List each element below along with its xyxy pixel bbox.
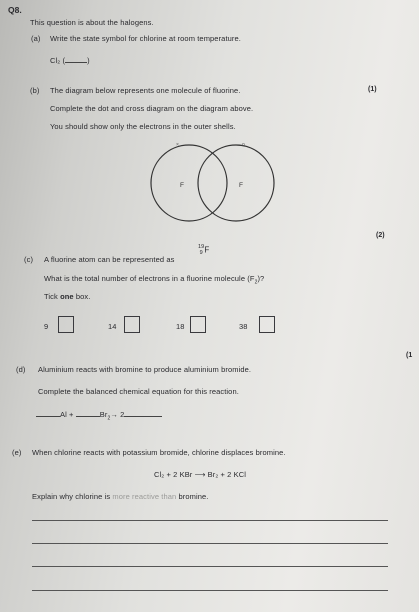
displacement-equation: Cl₂ + 2 KBr ⟶ Br₂ + 2 KCl bbox=[154, 470, 247, 479]
equation-al: Al + bbox=[60, 410, 74, 419]
option-14-checkbox[interactable] bbox=[124, 316, 140, 333]
explain-text: Explain why chlorine is bbox=[32, 492, 113, 501]
part-b-label: (b) bbox=[30, 86, 40, 95]
fluorine-molecule-diagram[interactable] bbox=[140, 136, 280, 256]
part-a-label: (a) bbox=[31, 34, 41, 43]
part-d-label: (d) bbox=[16, 365, 26, 374]
right-atom-symbol: F bbox=[239, 182, 243, 189]
option-18-label: 18 bbox=[176, 322, 185, 331]
answer-suffix: ) bbox=[87, 56, 90, 65]
part-a-answer-line bbox=[50, 56, 90, 65]
option-18-checkbox[interactable] bbox=[190, 316, 206, 333]
part-b-marks-label: (1) bbox=[368, 86, 377, 93]
br-coefficient-input[interactable] bbox=[76, 410, 100, 417]
tick-end: box. bbox=[73, 292, 91, 301]
tick-bold: one bbox=[60, 292, 74, 301]
left-atom-shell[interactable] bbox=[151, 145, 227, 221]
part-d-text1: Aluminium reacts with bromine to produce aluminium bromide. bbox=[38, 365, 252, 374]
explain-end: bromine. bbox=[176, 492, 209, 501]
faint-mark-right: o bbox=[242, 142, 245, 148]
part-c-question bbox=[44, 274, 264, 286]
right-atom-shell[interactable] bbox=[198, 145, 274, 221]
part-e-label: (e) bbox=[12, 448, 22, 457]
part-b-text3: You should show only the electrons in the outer shells. bbox=[50, 122, 236, 131]
equation-arrow: → 2 bbox=[110, 410, 125, 419]
answer-line-4[interactable] bbox=[32, 590, 388, 591]
part-b-marks: (2) bbox=[376, 232, 385, 239]
answer-line-1[interactable] bbox=[32, 520, 388, 521]
left-atom-symbol: F bbox=[180, 182, 184, 189]
question-number: Q8. bbox=[8, 5, 22, 15]
fluorine-isotope-notation bbox=[198, 244, 209, 256]
atomic-number: 9 bbox=[199, 250, 203, 256]
option-9-label: 9 bbox=[44, 322, 49, 331]
part-e-explain bbox=[32, 492, 208, 501]
question-intro: This question is about the halogens. bbox=[30, 18, 154, 27]
part-b-text1: The diagram below represents one molecule of fluorine. bbox=[50, 86, 241, 95]
part-c-label: (c) bbox=[24, 255, 34, 264]
al-coefficient-input[interactable] bbox=[36, 410, 60, 417]
part-c-marks: (1 bbox=[406, 352, 413, 359]
part-c-instruction bbox=[44, 292, 90, 301]
explain-faint-text: more reactive than bbox=[112, 492, 177, 501]
part-e-text1: When chlorine reacts with potassium bromide, chlorine displaces bromine. bbox=[32, 448, 286, 457]
faint-mark-left: × bbox=[176, 142, 179, 148]
answer-line-3[interactable] bbox=[32, 566, 388, 567]
state-symbol-input[interactable] bbox=[65, 56, 87, 63]
part-c-text1: A fluorine atom can be represented as bbox=[44, 255, 175, 264]
equation-br-subscript: 2 bbox=[107, 415, 111, 422]
balanced-equation bbox=[36, 410, 162, 422]
answer-line-2[interactable] bbox=[32, 543, 388, 544]
part-a-question: Write the state symbol for chlorine at room temperature. bbox=[50, 34, 241, 43]
part-d-text2: Complete the balanced chemical equation for this reaction. bbox=[38, 387, 239, 396]
option-14-label: 14 bbox=[108, 322, 117, 331]
answer-prefix: Cl₂ ( bbox=[50, 56, 66, 65]
option-9-checkbox[interactable] bbox=[58, 316, 74, 333]
option-38-label: 38 bbox=[239, 322, 248, 331]
question-subscript: 2 bbox=[254, 279, 258, 286]
product-input[interactable] bbox=[124, 410, 162, 417]
mass-number: 19 bbox=[198, 244, 205, 250]
part-b-text2: Complete the dot and cross diagram on the diagram above. bbox=[50, 104, 254, 113]
option-38-checkbox[interactable] bbox=[259, 316, 275, 333]
question-text: What is the total number of electrons in a fluorine molecule (F bbox=[44, 274, 255, 283]
question-end: )? bbox=[257, 274, 265, 283]
equation-br: Br bbox=[99, 410, 108, 419]
element-symbol: F bbox=[204, 245, 210, 255]
tick-text: Tick bbox=[44, 292, 61, 301]
